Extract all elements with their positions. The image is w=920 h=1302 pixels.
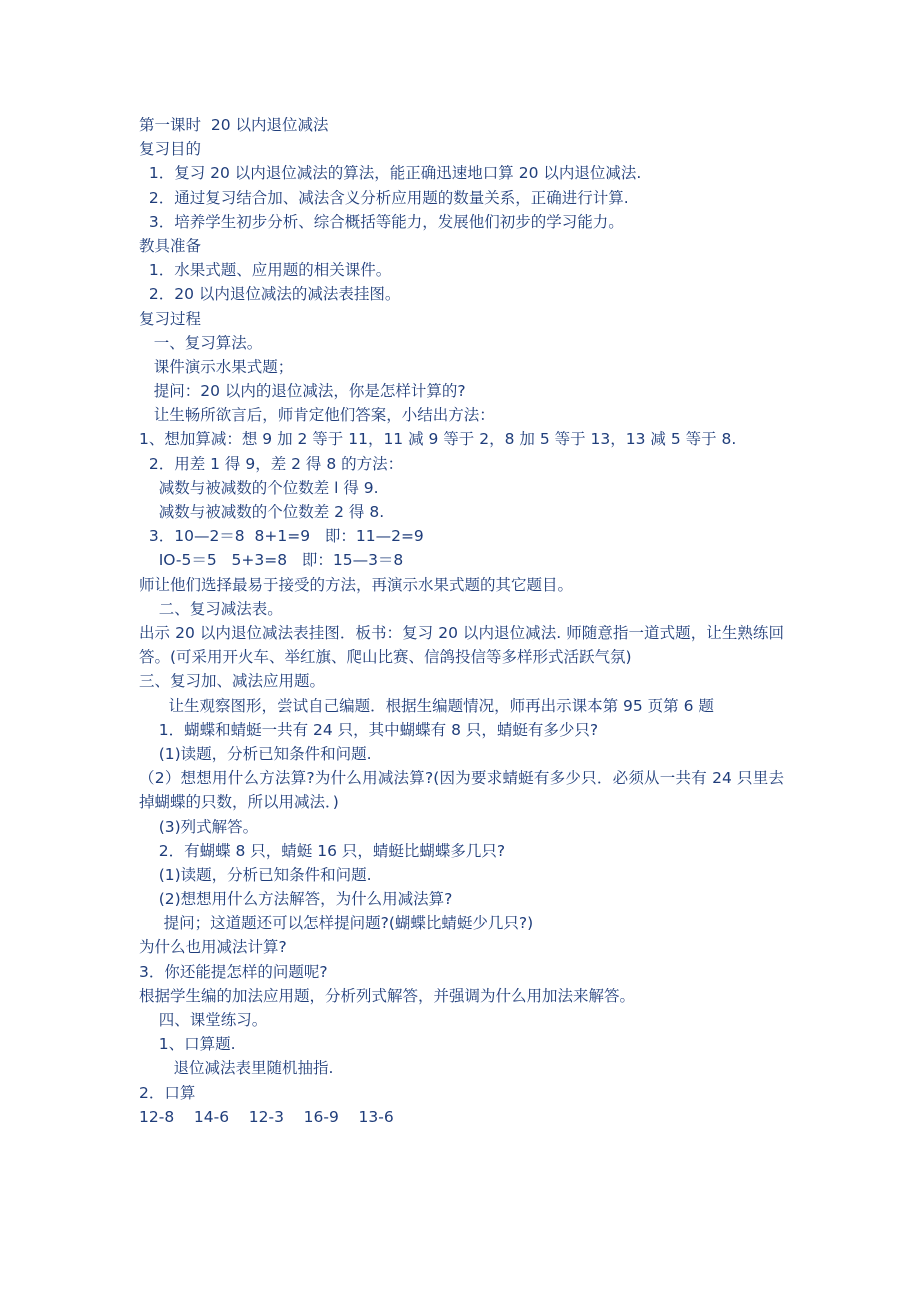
step-heading: 三、复习加、减法应用题。 [139, 672, 326, 691]
material-item: 2．20 以内退位减法的减法表挂图。 [139, 285, 401, 304]
lesson-title: 第一课时 20 以内退位减法 [139, 116, 329, 134]
goal-item: 3．培养学生初步分析、综合概括等能力，发展他们初步的学习能力。 [139, 212, 624, 231]
exercise-item: 1、口算题. [139, 1035, 236, 1054]
section-heading-materials: 教具准备 [139, 236, 202, 255]
material-item: 1．水果式题、应用题的相关课件。 [139, 261, 392, 280]
sub-step: (1)读题，分析已知条件和问题. [139, 865, 372, 884]
problem-item: 2．有蝴蝶 8 只，蜻蜓 16 只，蜻蜓比蝴蝶多几只? [139, 841, 506, 860]
paragraph: 让生观察图形，尝试自己编题．根据生编题情况，师再出示课本第 95 页第 6 题 [139, 696, 714, 715]
equation-line: 3．10—2＝8 8+1=9 即：11—2=9 [139, 527, 424, 546]
paragraph: 减数与被减数的个位数差 l 得 9. [139, 478, 379, 497]
sub-step: (3)列式解答。 [139, 817, 259, 836]
equation-line: IO-5＝5 5+3=8 即：15—3＝8 [139, 551, 404, 570]
sub-step: （2）想想用什么方法算?为什么用减法算?(因为要求蜻蜓有多少只．必须从一共有 24 只里去掉蝴蝶的只数，所以用减法．) [139, 769, 784, 812]
step-heading: 一、复习算法。 [139, 333, 263, 352]
paragraph: 根据学生编的加法应用题，分析列式解答，并强调为什么用加法来解答。 [139, 986, 636, 1005]
sub-step: (2)想想用什么方法解答，为什么用减法算? [139, 890, 453, 909]
exercise-list: 12-8 14-6 12-3 16-9 13-6 [139, 1107, 394, 1126]
document-body [139, 113, 784, 1129]
method-item: 2．用差 1 得 9，差 2 得 8 的方法： [139, 454, 404, 473]
paragraph: 出示 20 以内退位减法表挂图．板书：复习 20 以内退位减法. 师随意指一道式题，让生熟练回答。(可采用开火车、举红旗、爬山比赛、信鸽投信等多样形式活跃气氛) [139, 623, 784, 667]
paragraph: 提问：20 以内的退位减法，你是怎样计算的? [139, 382, 466, 401]
goal-item: 2．通过复习结合加、减法含义分析应用题的数量关系，正确进行计算. [139, 188, 629, 207]
sub-step: (1)读题，分析已知条件和问题. [139, 744, 372, 763]
paragraph: 减数与被减数的个位数差 2 得 8. [139, 503, 385, 522]
paragraph: 提问；这道题还可以怎样提问题?(蝴蝶比蜻蜓少几只?) [139, 914, 534, 933]
paragraph: 退位减法表里随机抽指. [139, 1059, 334, 1078]
goal-item: 1．复习 20 以内退位减法的算法，能正确迅速地口算 20 以内退位减法. [139, 164, 642, 183]
paragraph: 师让他们选择最易于接受的方法，再演示水果式题的其它题目。 [139, 575, 574, 594]
paragraph: 课件演示水果式题； [139, 357, 294, 376]
paragraph: 为什么也用减法计算? [139, 938, 287, 957]
paragraph: 让生畅所欲言后，师肯定他们答案，小结出方法： [139, 406, 495, 425]
step-heading: 四、课堂练习。 [139, 1011, 268, 1030]
exercise-item: 2．口算 [139, 1083, 196, 1102]
problem-item: 1．蝴蝶和蜻蜓一共有 24 只，其中蝴蝶有 8 只，蜻蜓有多少只? [139, 720, 599, 739]
problem-item: 3．你还能提怎样的问题呢? [139, 962, 328, 981]
section-heading-process: 复习过程 [139, 309, 202, 328]
method-item: 1、想加算减：想 9 加 2 等于 11，11 减 9 等于 2，8 加 5 等于 13，13 减 5 等于 8. [139, 430, 737, 449]
step-heading: 二、复习减法表。 [139, 599, 283, 618]
section-heading-goals: 复习目的 [139, 140, 202, 159]
